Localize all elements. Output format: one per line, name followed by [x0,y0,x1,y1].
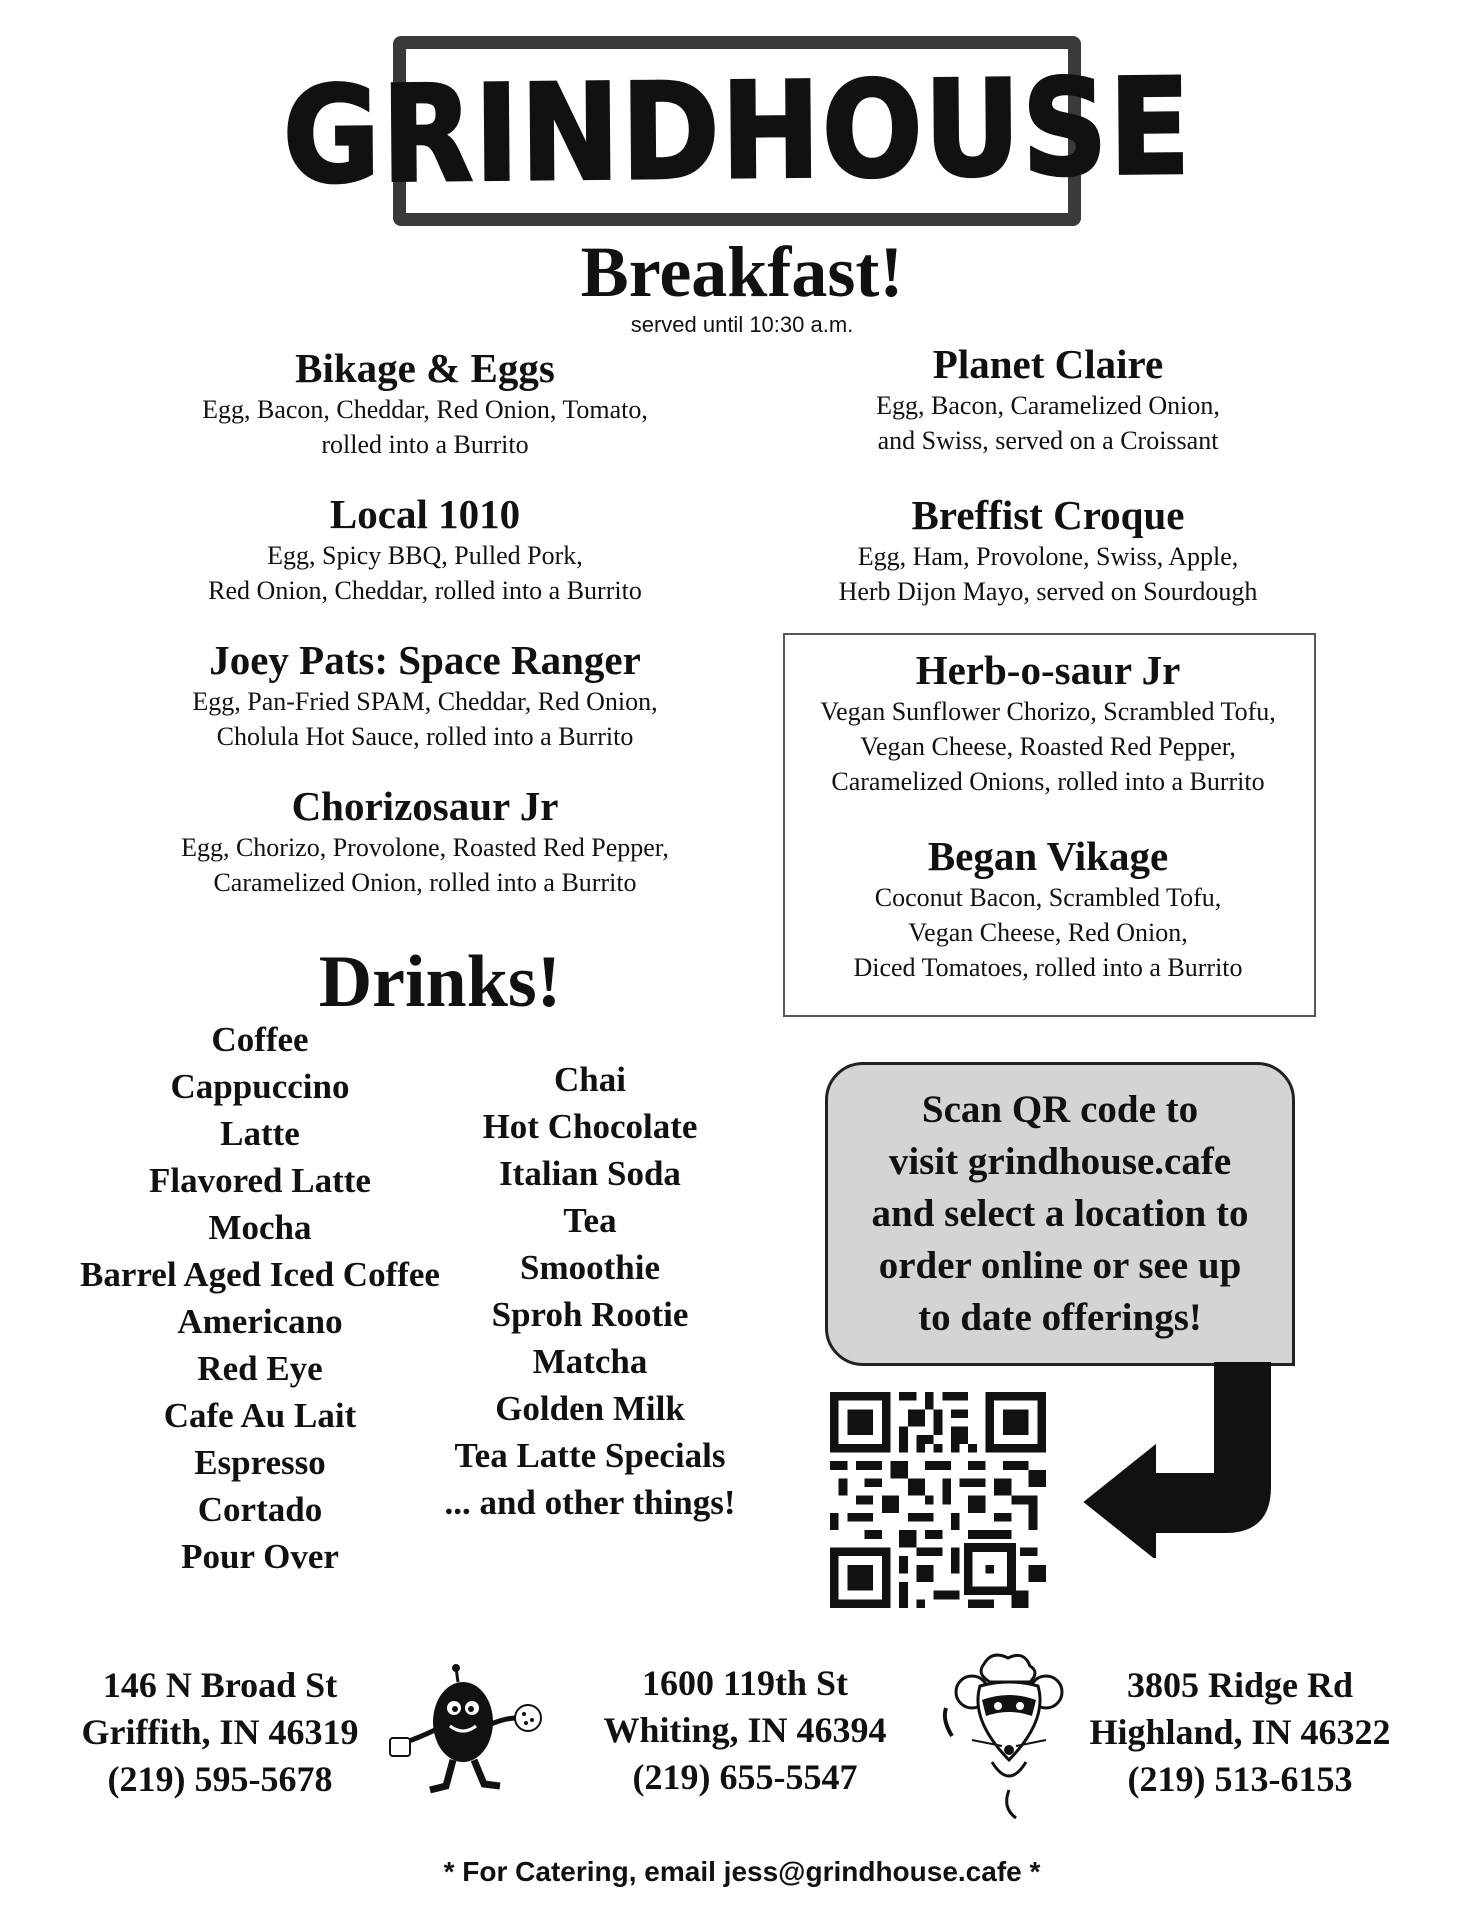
catering-note[interactable]: * For Catering, email jess@grindhouse.cafe * [443,1856,1041,1887]
drink-item: Barrel Aged Iced Coffee [80,1255,440,1294]
menu-item [786,646,1310,799]
location-city: Whiting, IN 46394 [603,1710,887,1750]
location-phone[interactable]: (219) 595-5678 [107,1759,333,1799]
item-description: rolled into a Burrito [321,430,529,459]
item-description: Vegan Sunflower Chorizo, Scrambled Tofu, [820,697,1276,726]
menu-item [130,636,720,754]
drinks-title: Drinks! [318,941,562,1023]
item-description: Vegan Cheese, Red Onion, [908,918,1188,947]
drink-item: Cafe Au Lait [163,1396,357,1435]
drink-item: Smoothie [520,1248,660,1287]
drink-item: Matcha [532,1342,648,1381]
item-name: Planet Claire [932,341,1164,387]
item-description: and Swiss, served on a Croissant [877,426,1219,455]
qr-callout [825,1062,1295,1366]
location-whiting [580,1660,910,1801]
item-description: Caramelized Onion, rolled into a Burrito [213,868,637,897]
item-description: Cholula Hot Sauce, rolled into a Burrito [216,722,634,751]
menu-item [786,832,1310,985]
grindhouse-logo [282,36,1192,226]
menu-item [130,344,720,462]
qr-callout-text: Scan QR code to visit grindhouse.cafe and select a location to order online or see up to date offerings! [871,1088,1249,1339]
drink-item: Mocha [208,1208,312,1247]
item-description: Herb Dijon Mayo, served on Sourdough [838,577,1258,606]
arrow-icon [1080,1362,1280,1558]
drink-item: Red Eye [197,1349,323,1388]
item-description: Egg, Spicy BBQ, Pulled Pork, [267,541,583,570]
item-name: Local 1010 [329,491,521,537]
drink-item: Golden Milk [495,1389,685,1428]
drink-item: Cortado [197,1490,323,1529]
item-description: Egg, Chorizo, Provolone, Roasted Red Pepper, [181,833,669,862]
item-name: Began Vikage [927,833,1169,879]
drink-item: Chai [554,1060,626,1099]
item-description: Red Onion, Cheddar, rolled into a Burrito [208,576,642,605]
drink-item: Sproh Rootie [491,1295,689,1334]
location-street: 3805 Ridge Rd [1126,1665,1354,1705]
drink-item: ... and other things! [444,1483,736,1522]
served-until-note: served until 10:30 a.m. [630,312,854,337]
location-city: Highland, IN 46322 [1089,1712,1391,1752]
item-description: Egg, Bacon, Caramelized Onion, [876,391,1220,420]
coffee-bean-mascot-icon [388,1660,568,1800]
drink-item: Coffee [211,1020,309,1059]
menu-item [130,782,720,900]
location-griffith [60,1662,380,1803]
item-name: Breffist Croque [911,492,1185,538]
location-city: Griffith, IN 46319 [81,1712,359,1752]
item-name: Chorizosaur Jr [291,783,559,829]
location-phone[interactable]: (219) 513-6153 [1127,1759,1353,1799]
menu-item [130,490,720,608]
drink-item: Tea Latte Specials [454,1436,726,1475]
menu-item [786,491,1310,609]
item-description: Egg, Ham, Provolone, Swiss, Apple, [857,542,1239,571]
qr-code-icon[interactable] [830,1392,1046,1608]
item-name: Herb-o-saur Jr [915,647,1181,693]
drink-item: Cappuccino [170,1067,350,1106]
drink-item: Flavored Latte [149,1161,371,1200]
item-name: Joey Pats: Space Ranger [209,637,641,683]
item-description: Egg, Bacon, Cheddar, Red Onion, Tomato, [202,395,648,424]
location-street: 1600 119th St [641,1663,849,1703]
item-description: Diced Tomatoes, rolled into a Burrito [853,953,1243,982]
drink-item: Latte [220,1114,300,1153]
location-highland [1060,1662,1420,1803]
drink-item: Hot Chocolate [482,1107,698,1146]
breakfast-title: Breakfast! [580,232,904,312]
location-phone[interactable]: (219) 655-5547 [632,1757,858,1797]
item-description: Coconut Bacon, Scrambled Tofu, [874,883,1222,912]
drink-item: Espresso [194,1443,326,1482]
item-name: Bikage & Eggs [295,345,555,391]
item-description: Egg, Pan-Fried SPAM, Cheddar, Red Onion, [192,687,658,716]
item-description: Caramelized Onions, rolled into a Burrito [831,767,1265,796]
item-description: Vegan Cheese, Roasted Red Pepper, [860,732,1236,761]
menu-item [786,340,1310,458]
drink-item: Tea [563,1201,617,1240]
drink-item: Americano [177,1302,343,1341]
location-street: 146 N Broad St [102,1665,338,1705]
drinks-column-2 [420,1056,760,1526]
drink-item: Italian Soda [499,1154,681,1193]
drink-item: Pour Over [181,1537,339,1576]
logo-text: GRINDHOUSE [282,49,1192,213]
drinks-column-1 [50,1016,470,1580]
